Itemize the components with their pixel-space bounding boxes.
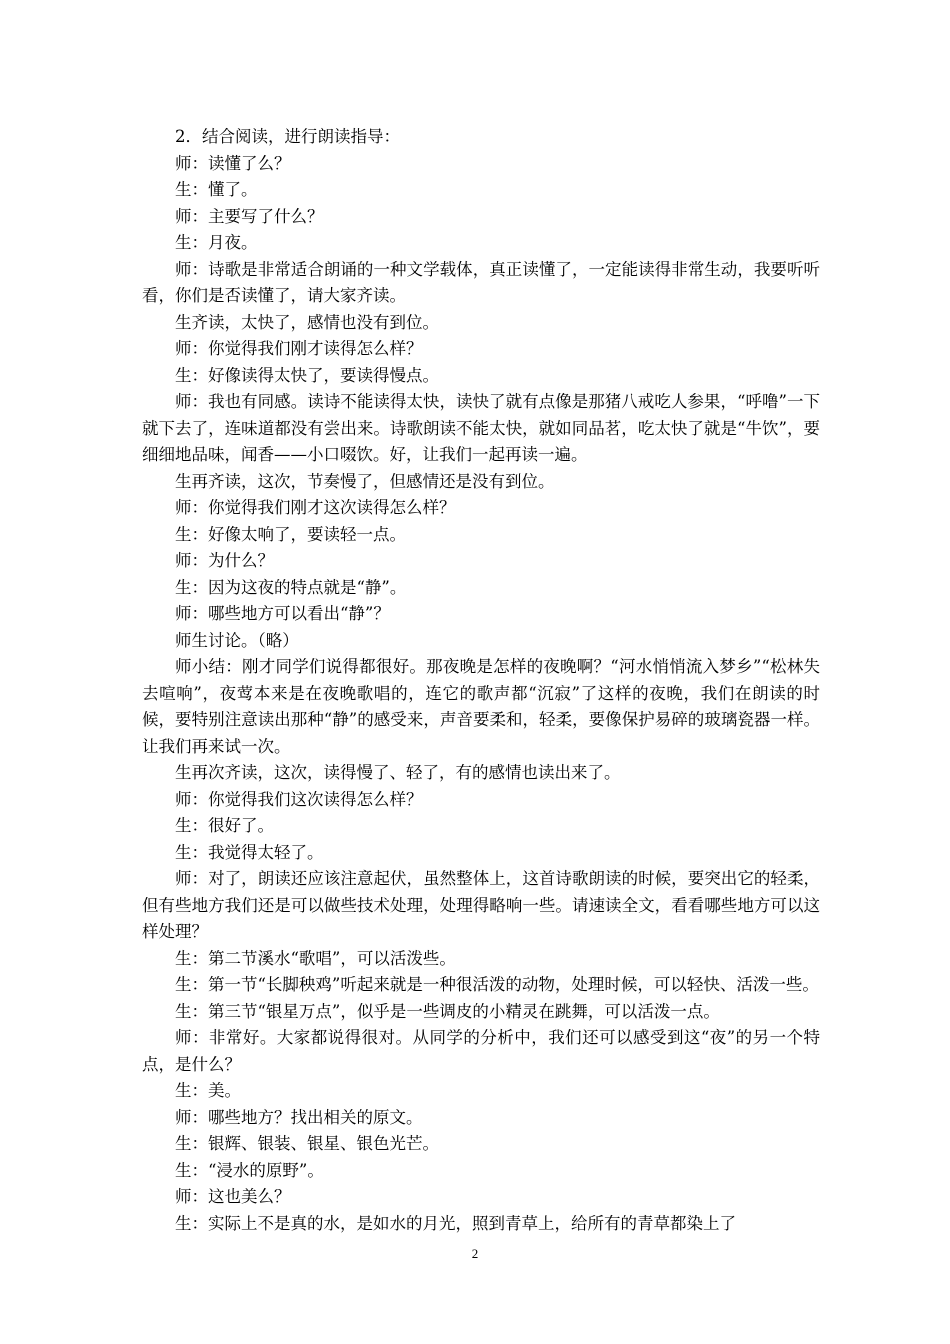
paragraph: 生再次齐读，这次，读得慢了、轻了，有的感情也读出来了。 bbox=[175, 763, 621, 782]
document-body bbox=[142, 124, 820, 1237]
paragraph: 生：第二节溪水“歌唱”，可以活泼些。 bbox=[175, 948, 456, 968]
paragraph: 生：好像读得太快了，要读得慢点。 bbox=[175, 365, 439, 385]
paragraph: 生：我觉得太轻了。 bbox=[175, 842, 324, 862]
paragraph: 生：懂了。 bbox=[175, 180, 258, 199]
paragraph: 生：很好了。 bbox=[175, 816, 274, 835]
paragraph: 生：好像太响了，要读轻一点。 bbox=[175, 524, 406, 544]
paragraph: 师：这也美么？ bbox=[175, 1187, 291, 1206]
paragraph: 师生讨论。（略） bbox=[175, 630, 299, 650]
paragraph: 师：主要写了什么？ bbox=[175, 206, 324, 226]
paragraph: 生：因为这夜的特点就是“静”。 bbox=[175, 577, 407, 597]
paragraph: 2．结合阅读，进行朗读指导： bbox=[175, 127, 400, 146]
paragraph: 师：你觉得我们刚才读得怎么样？ bbox=[175, 339, 423, 358]
paragraph: 师小结：刚才同学们说得都很好。那夜晚是怎样的夜晚啊？“河水悄悄流入梦乡”“松林失去喧响”，夜莺本来是在夜晚歌唱的，连它的歌声都“沉寂”了这样的夜晚，我们在朗读的时候，要特别注意读出那种“静”的感受来，声音要柔和，轻柔，要像保护易碎的玻璃瓷器一样。让我们再来试一次。 bbox=[142, 657, 820, 756]
paragraph: 师：你觉得我们刚才这次读得怎么样？ bbox=[175, 498, 456, 517]
paragraph: 师：我也有同感。读诗不能读得太快，读快了就有点像是那猪八戒吃人参果，“呼噜”一下就下去了，连味道都没有尝出来。诗歌朗读不能太快，就如同品茗，吃太快了就是“牛饮”，要细细地品味，闻香——小口啜饮。好，让我们一起再读一遍。 bbox=[142, 392, 820, 464]
paragraph: 生：第三节“银星万点”，似乎是一些调皮的小精灵在跳舞，可以活泼一点。 bbox=[175, 1001, 720, 1021]
paragraph: 师：对了，朗读还应该注意起伏，虽然整体上，这首诗歌朗读的时候，要突出它的轻柔，但有些地方我们还是可以做些技术处理，处理得略响一些。请速读全文，看看哪些地方可以这样处理？ bbox=[142, 869, 820, 941]
paragraph: 师：哪些地方？找出相关的原文。 bbox=[175, 1107, 423, 1127]
paragraph: 师：诗歌是非常适合朗诵的一种文学载体，真正读懂了，一定能读得非常生动，我要听听看，你们是否读懂了，请大家齐读。 bbox=[142, 259, 820, 305]
paragraph: 师：读懂了么？ bbox=[175, 153, 291, 173]
paragraph: 生齐读，太快了，感情也没有到位。 bbox=[175, 312, 439, 332]
paragraph: 生：“浸水的原野”。 bbox=[175, 1160, 324, 1180]
paragraph: 师：非常好。大家都说得很对。从同学的分析中，我们还可以感受到这“夜”的另一个特点，是什么？ bbox=[142, 1028, 820, 1074]
paragraph: 师：哪些地方可以看出“静”？ bbox=[175, 604, 390, 623]
page-number: 2 bbox=[471, 1246, 479, 1261]
paragraph: 生：月夜。 bbox=[175, 233, 258, 252]
paragraph: 生：第一节“长脚秧鸡”听起来就是一种很活泼的动物，处理时候，可以轻快、活泼一些。 bbox=[175, 975, 819, 994]
paragraph: 生：美。 bbox=[175, 1081, 241, 1100]
paragraph: 生：实际上不是真的水，是如水的月光，照到青草上，给所有的青草都染上了 bbox=[175, 1213, 736, 1233]
paragraph: 师：你觉得我们这次读得怎么样？ bbox=[175, 789, 423, 809]
paragraph: 生：银辉、银装、银星、银色光芒。 bbox=[175, 1134, 439, 1153]
paragraph: 生再齐读，这次，节奏慢了，但感情还是没有到位。 bbox=[175, 471, 555, 491]
paragraph: 师：为什么？ bbox=[175, 551, 274, 570]
